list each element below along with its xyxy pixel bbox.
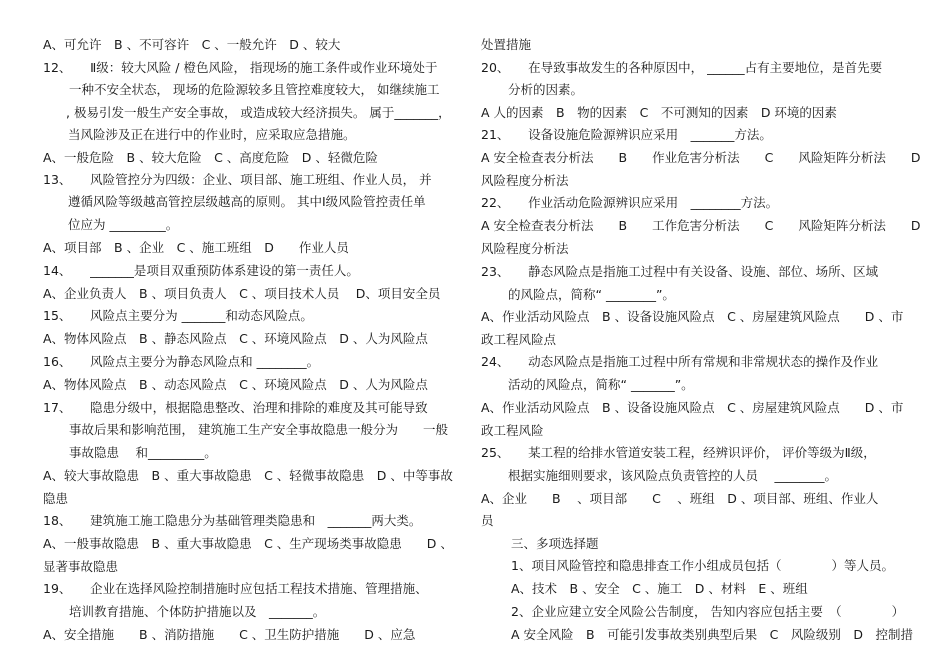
left-line: A、项目部 B 、企业 C 、施工班组 D 作业人员 — [43, 240, 349, 255]
right-line: A、作业活动风险点 B 、设备设施风险点 C 、房屋建筑风险点 D 、市 — [481, 400, 904, 415]
right-line: A 安全检查表分析法 B 工作危害分析法 C 风险矩阵分析法 D — [481, 218, 921, 233]
left-line: 隐患 — [43, 491, 69, 506]
left-line: A、可允许 B 、不可容许 C 、一般允许 D 、较大 — [43, 37, 341, 52]
right-line: 分析的因素。 — [508, 82, 584, 97]
left-line: 17、 隐患分级中，根据隐患整改、治理和排除的难度及其可能导致 — [43, 400, 428, 415]
right-line: 21、 设备设施危险源辨识应采用 _______方法。 — [481, 127, 772, 142]
left-line: 事故后果和影响范围， 建筑施工生产安全事故隐患一般分为 一般 — [69, 422, 448, 437]
left-line: A、较大事故隐患 B 、重大事故隐患 C 、轻微事故隐患 D 、中等事故 — [43, 468, 453, 483]
right-line: 活动的风险点，简称“ _______”。 — [508, 377, 694, 392]
left-line: A、一般事故隐患 B 、重大事故隐患 C 、生产现场类事故隐患 D 、 — [43, 536, 453, 551]
right-line: 处置措施 — [481, 37, 532, 52]
right-line: A 安全检查表分析法 B 作业危害分析法 C 风险矩阵分析法 D — [481, 150, 921, 165]
left-line: 14、 _______是项目双重预防体系建设的第一责任人。 — [43, 263, 359, 278]
right-line: A 人的因素 B 物的因素 C 不可测知的因素 D 环境的因素 — [481, 105, 837, 120]
right-line: 24、 动态风险点是指施工过程中所有常规和非常规状态的操作及作业 — [481, 354, 879, 369]
right-line: 风险程度分析法 — [481, 173, 569, 188]
right-line: 1、项目风险管控和隐患排查工作小组成员包括（ ）等人员。 — [511, 558, 894, 573]
right-line: 三、多项选择题 — [511, 536, 599, 551]
left-line: A、企业负责人 B 、项目负责人 C 、项目技术人员 D、项目安全员 — [43, 286, 441, 301]
left-line: 19、 企业在选择风险控制措施时应包括工程技术措施、管理措施、 — [43, 581, 428, 596]
left-line: A、物体风险点 B 、静态风险点 C 、环境风险点 D 、人为风险点 — [43, 331, 428, 346]
right-line: 23、 静态风险点是指施工过程中有关设备、设施、部位、场所、区域 — [481, 264, 879, 279]
right-line: 风险程度分析法 — [481, 241, 569, 256]
left-line: 遵循风险等级越高管控层级越高的原则。 其中Ⅰ级风险管控责任单 — [68, 194, 426, 209]
right-line: 25、 某工程的给排水管道安装工程，经辨识评价， 评价等级为Ⅱ级， — [481, 445, 876, 460]
right-line: 员 — [481, 513, 494, 528]
left-line: A、安全措施 B 、消防措施 C 、卫生防护措施 D 、应急 — [43, 627, 416, 642]
right-line: 20、 在导致事故发生的各种原因中， ______占有主要地位，是首先要 — [481, 60, 883, 75]
left-line: 一种不安全状态， 现场的危险源较多且管控难度较大， 如继续施工 — [69, 82, 440, 97]
right-line: 的风险点，简称“ ________”。 — [508, 287, 675, 302]
left-line: 13、 风险管控分为四级：企业、项目部、施工班组、作业人员， 并 — [43, 172, 432, 187]
left-line: 12、 Ⅱ级：较大风险 / 橙色风险， 指现场的施工条件或作业环境处于 — [43, 60, 438, 75]
left-line: 培训教育措施、个体防护措施以及 _______。 — [69, 604, 326, 619]
left-line: A、一般危险 B 、较大危险 C 、高度危险 D 、轻微危险 — [43, 150, 378, 165]
right-line: 政工程风险 — [481, 423, 544, 438]
right-line: 政工程风险点 — [481, 332, 557, 347]
right-line: 根据实施细则要求，该风险点负责管控的人员 ________。 — [508, 468, 837, 483]
left-line: A、物体风险点 B 、动态风险点 C 、环境风险点 D 、人为风险点 — [43, 377, 428, 392]
left-line: 事故隐患 和_________。 — [69, 445, 217, 460]
right-line: A 安全风险 B 可能引发事故类别典型后果 C 风险级别 D 控制措 — [511, 627, 913, 642]
right-line: 22、 作业活动危险源辨识应采用 ________方法。 — [481, 195, 779, 210]
left-line: 16、 风险点主要分为静态风险点和 ________。 — [43, 354, 320, 369]
right-line: 2、企业应建立安全风险公告制度， 告知内容应包括主要 （ ） — [511, 604, 905, 619]
left-line: 当风险涉及正在进行中的作业时，应采取应急措施。 — [68, 127, 356, 142]
left-line: 位应为 _________。 — [68, 217, 179, 232]
right-line: A、技术 B 、安全 C 、施工 D 、材料 E 、班组 — [511, 581, 808, 596]
left-line: , 极易引发一般生产安全事故， 或造成较大经济损失。 属于_______， — [66, 105, 451, 120]
left-line: 15、 风险点主要分为 _______和动态风险点。 — [43, 308, 313, 323]
left-line: 显著事故隐患 — [43, 559, 119, 574]
right-line: A、企业 B 、项目部 C 、班组 D 、项目部、班组、作业人 — [481, 491, 879, 506]
right-line: A、作业活动风险点 B 、设备设施风险点 C 、房屋建筑风险点 D 、市 — [481, 309, 904, 324]
left-line: 18、 建筑施工施工隐患分为基础管理类隐患和 _______两大类。 — [43, 513, 422, 528]
